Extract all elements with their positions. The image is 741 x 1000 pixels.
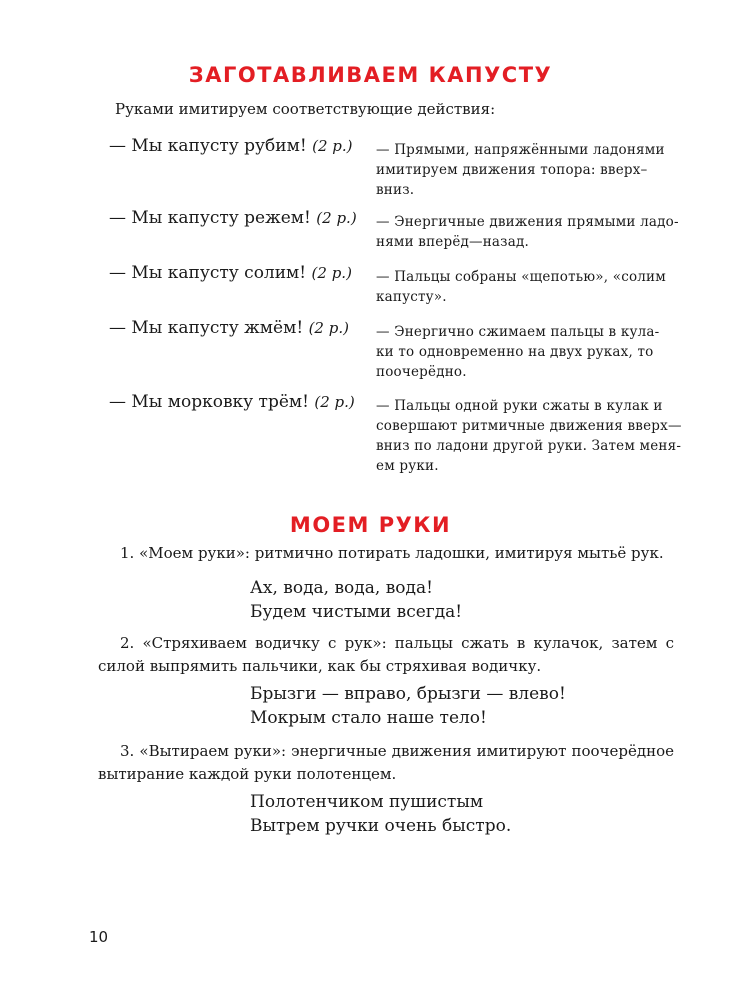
verse-text: — Мы капусту жмём! xyxy=(109,318,304,338)
action-line: поочерёдно. xyxy=(376,364,467,380)
action-description xyxy=(376,212,688,252)
action-line: — Прямыми, напряжёнными ладонями xyxy=(376,142,665,158)
poem-line: Ах, вода, вода, вода! xyxy=(250,578,433,598)
verse-text: — Мы морковку трём! xyxy=(109,392,309,412)
poem xyxy=(250,682,566,730)
poem xyxy=(250,790,511,838)
verse-text: — Мы капусту режем! xyxy=(109,208,311,228)
action-line: ем руки. xyxy=(376,458,439,474)
action-description xyxy=(376,322,688,382)
poem-line: Вытрем ручки очень быстро. xyxy=(250,816,512,836)
action-line: капусту». xyxy=(376,289,447,305)
action-description xyxy=(376,140,688,200)
action-line: — Энергичные движения прямыми ладо- xyxy=(376,214,679,230)
verse-line xyxy=(109,208,357,228)
poem xyxy=(250,576,462,624)
action-line: — Энергично сжимаем пальцы в кула- xyxy=(376,324,660,340)
action-line: — Пальцы собраны «щепотью», «солим xyxy=(376,269,666,285)
repeat-note: (2 р.) xyxy=(311,264,352,282)
action-line: имитируем движения топора: вверх– xyxy=(376,162,648,178)
action-line: совершают ритмичные движения вверх— xyxy=(376,418,682,434)
action-line: ки то одновременно на двух руках, то xyxy=(376,344,654,360)
verse-text: — Мы капусту солим! xyxy=(109,263,307,283)
action-description xyxy=(376,267,688,307)
verse-line xyxy=(109,318,349,338)
section-title-cabbage: ЗАГОТАВЛИВАЕМ КАПУСТУ xyxy=(188,63,553,87)
repeat-note: (2 р.) xyxy=(316,209,357,227)
section-intro: Руками имитируем соответствующие действия: xyxy=(115,100,496,118)
repeat-note: (2 р.) xyxy=(314,393,355,411)
section-title-wash-hands: МОЕМ РУКИ xyxy=(289,513,452,537)
poem-line: Будем чистыми всегда! xyxy=(250,602,463,622)
repeat-note: (2 р.) xyxy=(312,137,353,155)
exercise-description: 3. «Вытираем руки»: энергичные движения имитируют поочерёдное вытирание каждой руки полотенцем. xyxy=(98,742,674,783)
action-line: нями вперёд—назад. xyxy=(376,234,529,250)
verse-line xyxy=(109,392,355,412)
action-line: вниз по ладони другой руки. Затем меня- xyxy=(376,438,682,454)
verse-line xyxy=(109,136,352,156)
poem-line: Полотенчиком пушистым xyxy=(250,792,484,812)
page-number: 10 xyxy=(89,928,109,946)
exercise-description: 1. «Моем руки»: ритмично потирать ладошки, имитируя мытьё рук. xyxy=(120,544,664,562)
action-line: — Пальцы одной руки сжаты в кулак и xyxy=(376,398,663,414)
exercise-description: 2. «Стряхиваем водичку с рук»: пальцы сжать в кулачок, затем с силой выпрямить пальчики, как бы стряхивая водичку. xyxy=(98,634,674,675)
repeat-note: (2 р.) xyxy=(308,319,349,337)
action-description xyxy=(376,396,688,476)
verse-text: — Мы капусту рубим! xyxy=(109,136,307,156)
action-line: вниз. xyxy=(376,182,415,198)
verse-line xyxy=(109,263,352,283)
poem-line: Мокрым стало наше тело! xyxy=(250,708,487,728)
poem-line: Брызги — вправо, брызги — влево! xyxy=(250,684,566,704)
